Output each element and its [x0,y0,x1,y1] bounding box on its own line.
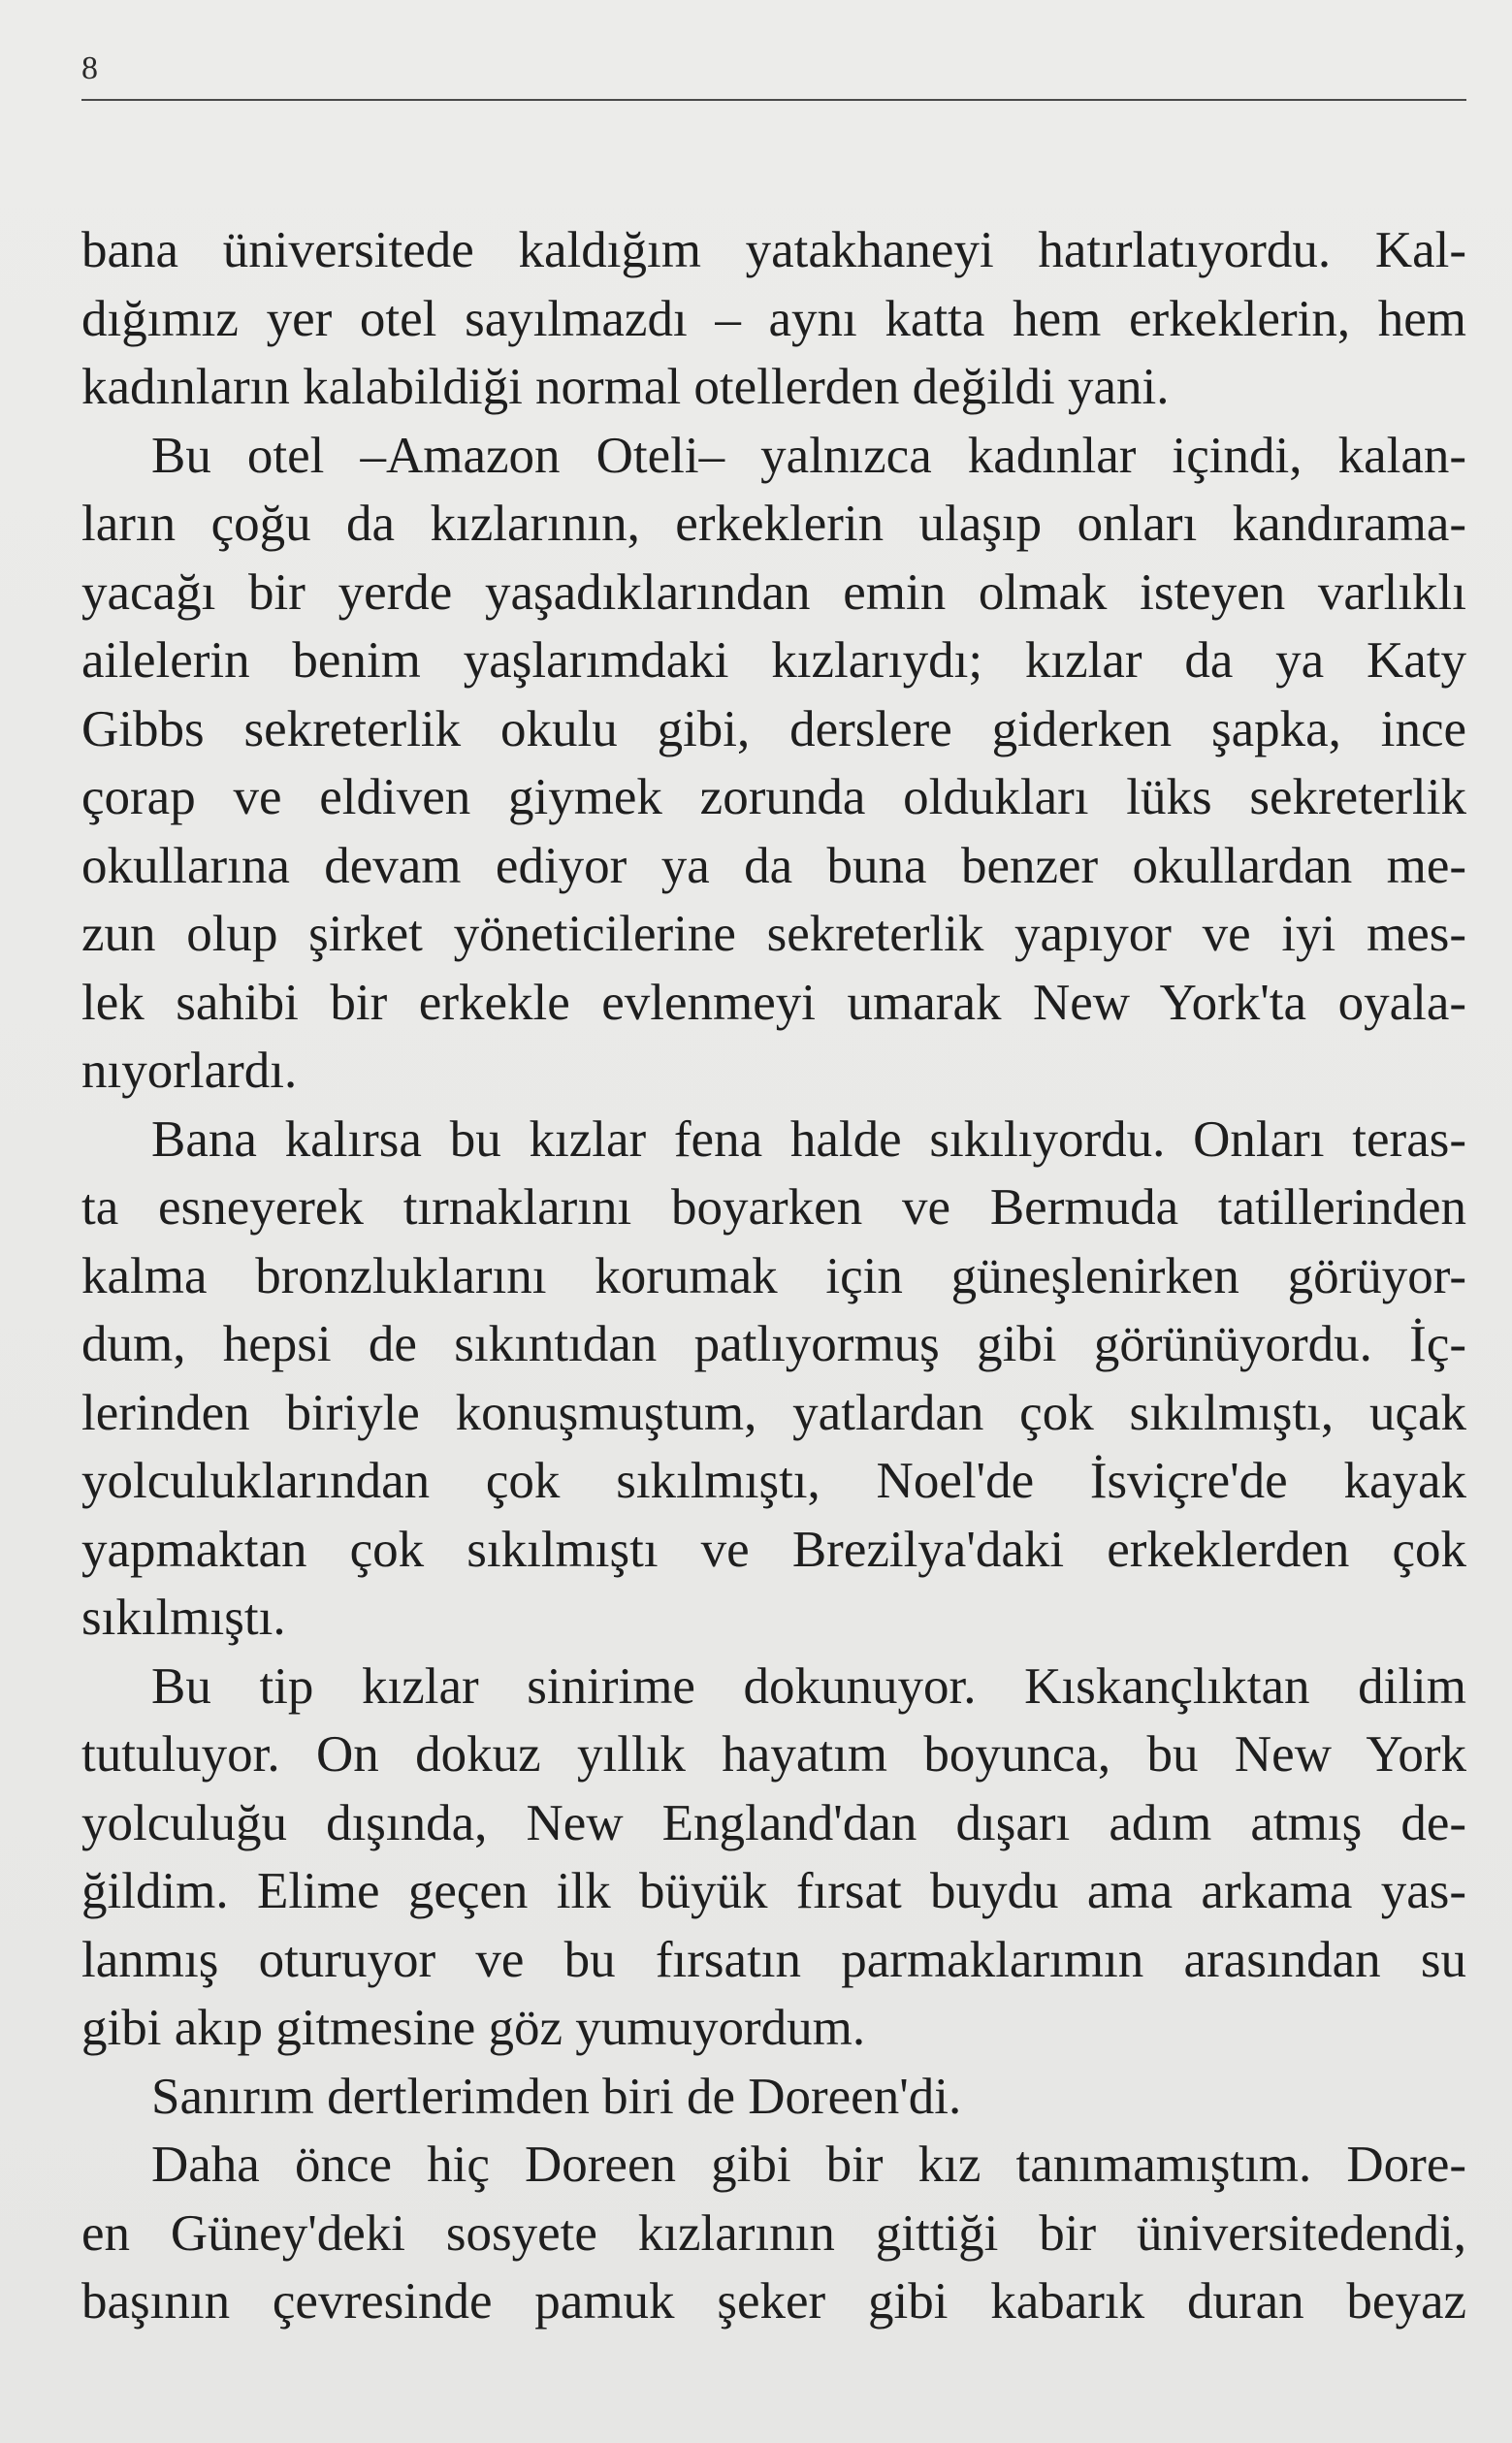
text-line: Bana kalırsa bu kızlar fena halde sıkılıyordu. Onları teras- [151,1110,1466,1168]
text-line: lek sahibi bir erkekle evlenmeyi umarak New York'ta oyala- [81,974,1466,1031]
page-number: 8 [81,50,98,86]
text-line: tutuluyor. On dokuz yıllık hayatım boyunca, bu New York [81,1726,1466,1783]
text-line: dum, hepsi de sıkıntıdan patlıyormuş gibi görünüyordu. İç- [81,1316,1466,1372]
text-line: ta esneyerek tırnaklarını boyarken ve Bermuda tatillerinden [81,1179,1466,1236]
text-line: Sanırım dertlerimden biri de Doreen'di. [151,2068,962,2125]
text-line: Bu tip kızlar sinirime dokunuyor. Kıskançlıktan dilim [151,1657,1466,1715]
text-line: yolculuklarından çok sıkılmıştı, Noel'de İsviçre'de kayak [81,1453,1466,1509]
text-line: yapmaktan çok sıkılmıştı ve Brezilya'daki erkeklerden çok [81,1521,1466,1578]
text-line: ğildim. Elime geçen ilk büyük fırsat buydu ama arkama yas- [81,1863,1466,1919]
text-line: Daha önce hiç Doreen gibi bir kız tanımamıştım. Dore- [151,2137,1466,2193]
text-line: başının çevresinde pamuk şeker gibi kabarık duran beyaz [81,2273,1466,2330]
text-line: ların çoğu da kızlarının, erkeklerin ulaşıp onları kandırama- [81,496,1466,552]
text-line: okullarına devam ediyor ya da buna benzer okullardan me- [81,837,1466,894]
text-line: yacağı bir yerde yaşadıklarından emin olmak isteyen varlıklı [81,563,1466,621]
text-line: Gibbs sekreterlik okulu gibi, derslere giderken şapka, ince [81,700,1466,757]
text-line: zun olup şirket yöneticilerine sekreterlik yapıyor ve iyi mes- [81,906,1466,962]
text-line: yolculuğu dışında, New England'dan dışarı adım atmış de- [81,1794,1466,1851]
text-line: en Güney'deki sosyete kızlarının gittiği bir üniversitedendi, [81,2204,1466,2262]
text-line: ailelerin benim yaşlarımdaki kızlarıydı; kızlar da ya Katy [81,632,1466,689]
text-line: kalma bronzluklarını korumak için güneşlenirken görüyor- [81,1247,1466,1304]
text-line: dığımız yer otel sayılmazdı – aynı katta hem erkeklerin, hem [81,290,1466,347]
text-line: Bu otel –Amazon Oteli– yalnızca kadınlar içindi, kalan- [151,427,1466,484]
text-line: nıyorlardı. [81,1043,298,1099]
text-line: sıkılmıştı. [81,1590,286,1646]
text-line: lanmış oturuyor ve bu fırsatın parmaklarımın arasından su [81,1931,1466,1988]
body-text [81,216,1466,2336]
text-line: çorap ve eldiven giymek zorunda oldukları lüks sekreterlik [81,769,1466,825]
text-line: lerinden biriyle konuşmuştum, yatlardan çok sıkılmıştı, uçak [81,1384,1466,1441]
text-line: kadınların kalabildiği normal otellerden değildi yani. [81,359,1170,415]
text-line: gibi akıp gitmesine göz yumuyordum. [81,2000,866,2056]
header-rule [81,99,1466,101]
text-line: bana üniversitede kaldığım yatakhaneyi hatırlatıyordu. Kal- [81,222,1466,278]
